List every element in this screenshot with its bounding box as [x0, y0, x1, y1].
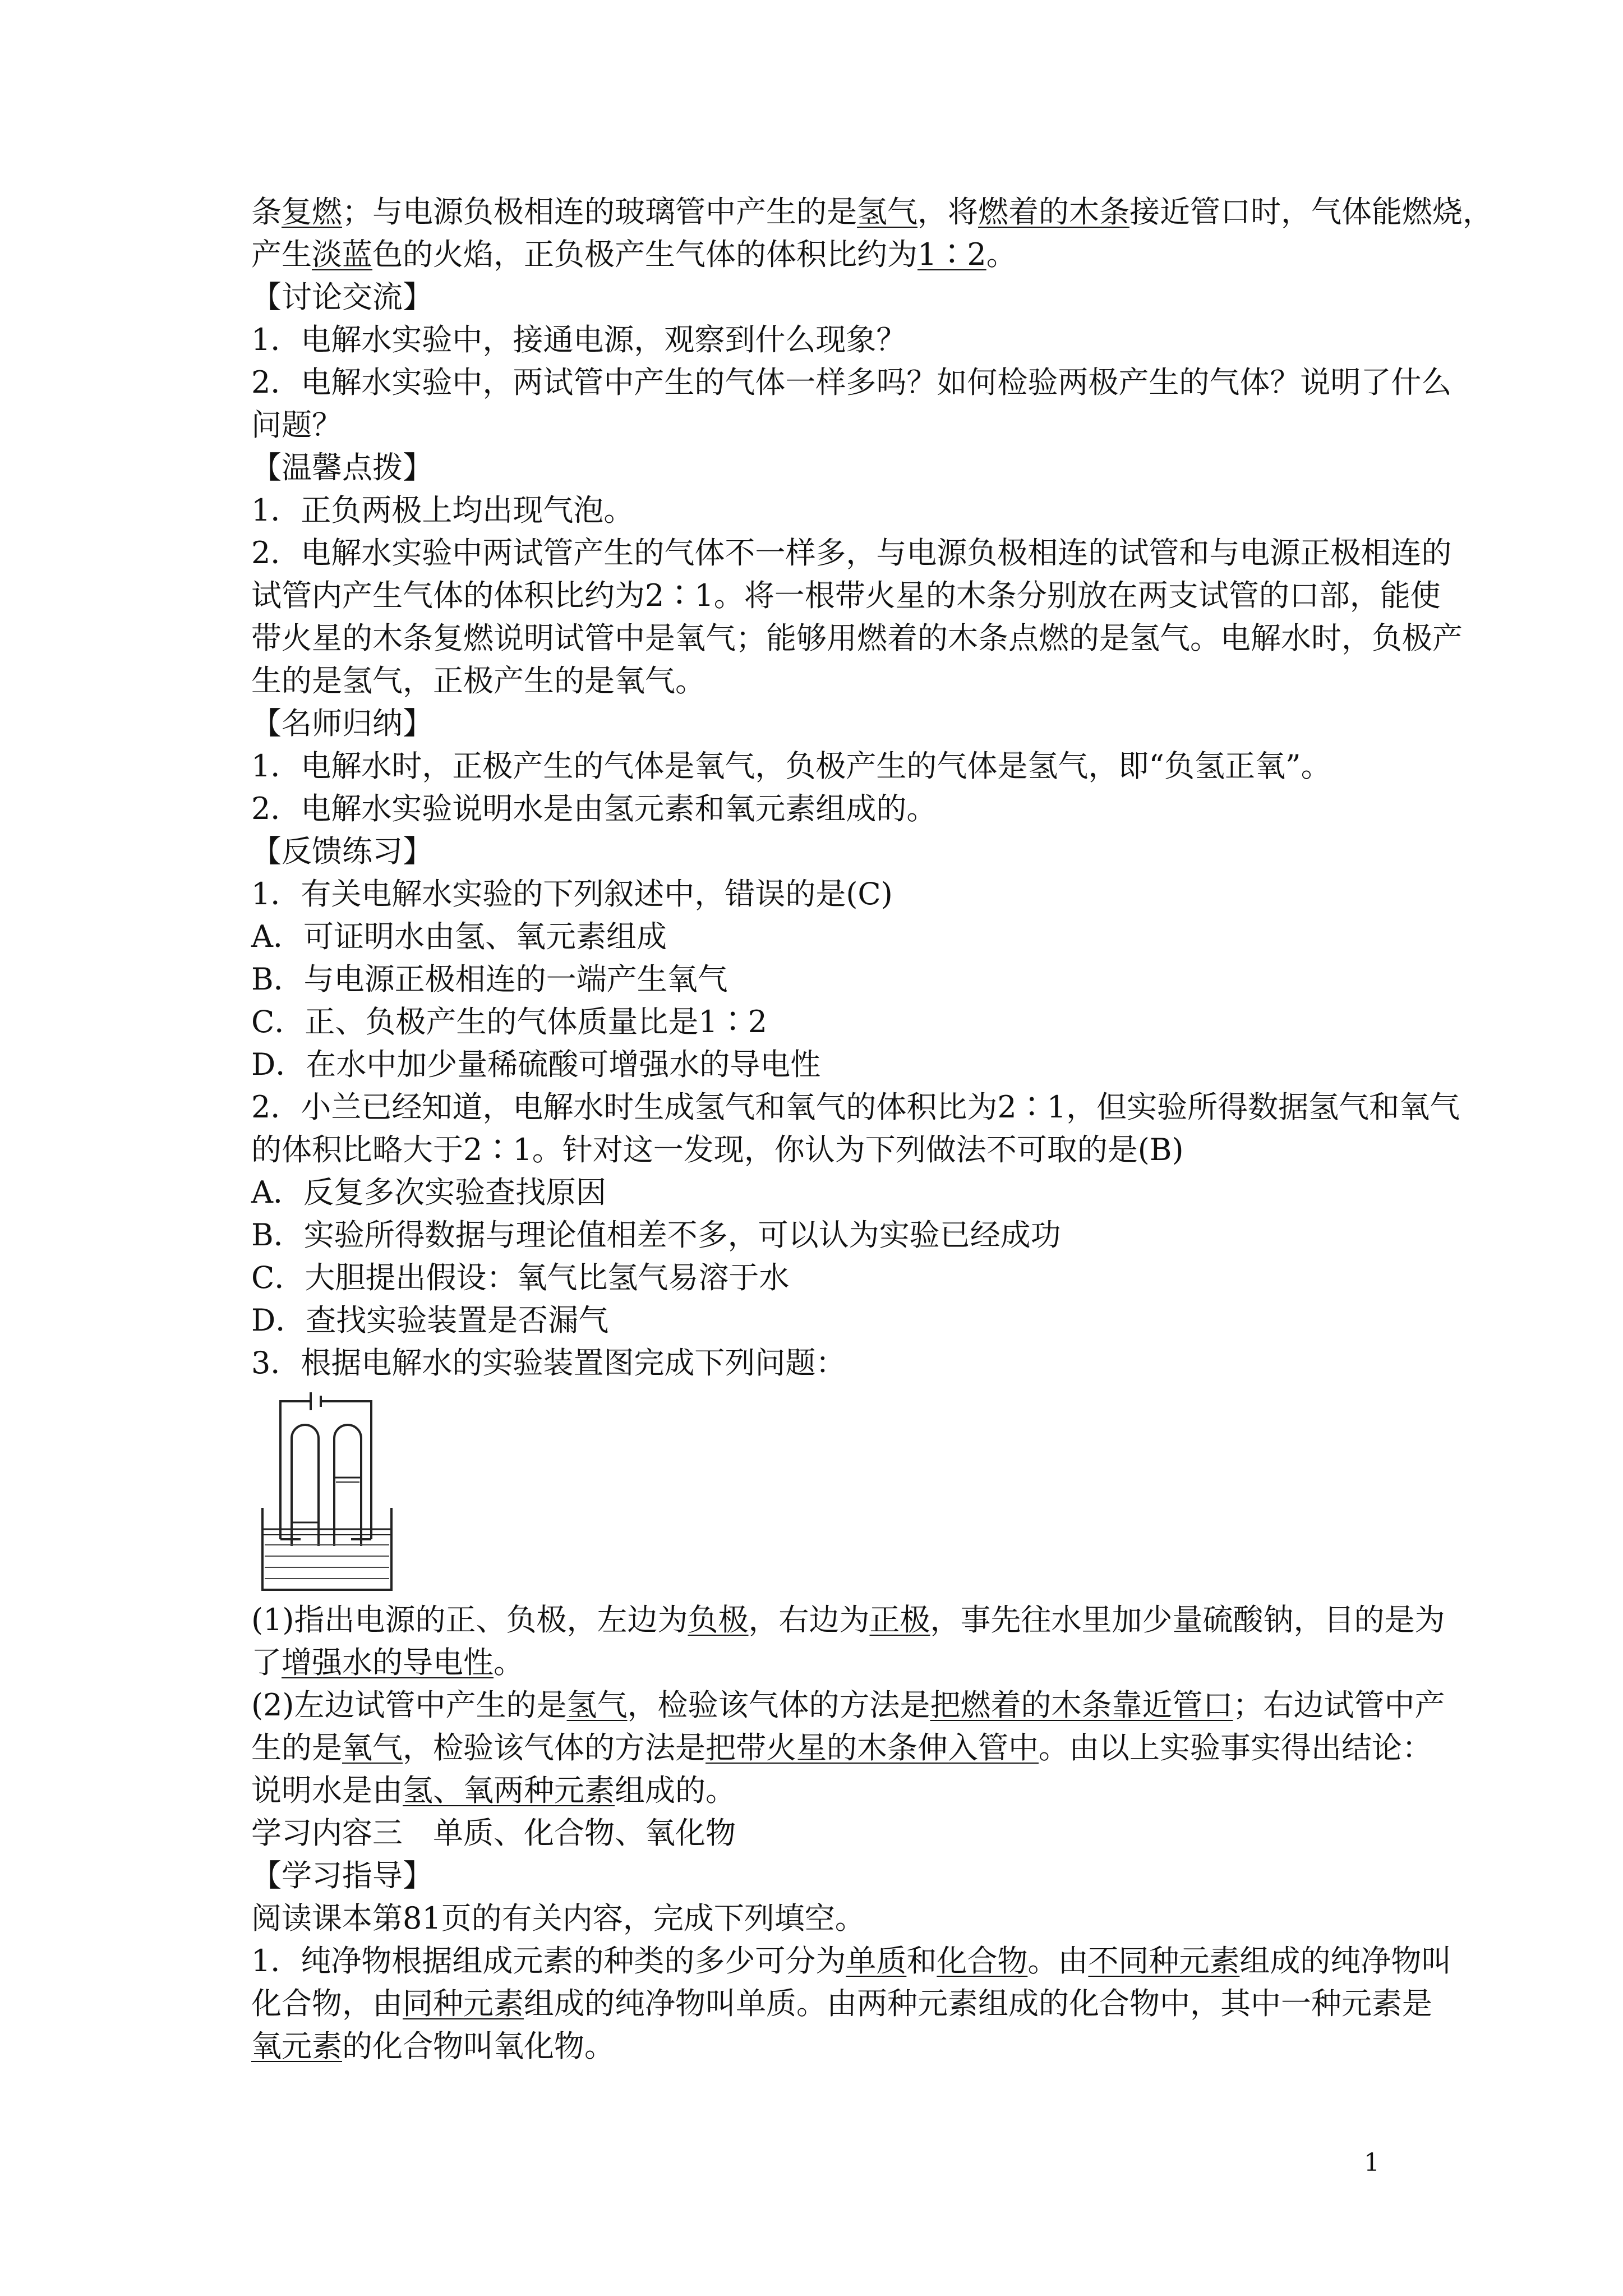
page-number: 1 — [1364, 2148, 1380, 2177]
answer-1: (1)指出电源的正、负极，左边为负极，右边为正极，事先往水里加少量硫酸钠，目的是为 — [251, 1602, 1445, 1637]
answer-2-cont: 生的是氧气，检验该气体的方法是把带火星的木条伸入管中。由以上实验事实得出结论： — [251, 1730, 1432, 1765]
question-2-option-c: C．大胆提出假设：氧气比氢气易溶于水 — [251, 1260, 790, 1295]
answer-blank: 正极 — [869, 1602, 930, 1637]
answer-blank: 燃着的木条 — [978, 194, 1129, 229]
question-2-cont: 的体积比略大于2∶1。针对这一发现，你认为下列做法不可取的是(B) — [251, 1132, 1184, 1167]
question-1: 1．有关电解水实验的下列叙述中，错误的是(C) — [251, 876, 893, 912]
answer-blank: 淡蓝 — [312, 237, 372, 272]
summary-2: 2．电解水实验说明水是由氢元素和氧元素组成的。 — [251, 791, 937, 826]
answer-blank: 复燃 — [282, 194, 342, 229]
question-2: 2．小兰已经知道，电解水时生成氢气和氧气的体积比为2∶1，但实验所得数据氢气和氧气 — [251, 1089, 1460, 1125]
section-heading-practice: 【反馈练习】 — [251, 834, 433, 869]
left-wire — [280, 1401, 311, 1539]
question-3: 3．根据电解水的实验装置图完成下列问题： — [251, 1345, 846, 1381]
answer-blank: 1∶2 — [917, 237, 986, 272]
answer-blank: 化合物 — [937, 1943, 1028, 1978]
answer-blank: 氢气 — [857, 194, 917, 229]
answer-1-cont: 了增强水的导电性。 — [251, 1645, 524, 1680]
answer-2-cont: 说明水是由氢、氧两种元素组成的。 — [251, 1773, 736, 1808]
section-3-title: 学习内容三 单质、化合物、氧化物 — [251, 1815, 736, 1851]
answer-blank: 氧气 — [342, 1730, 403, 1765]
tip-2-cont: 生的是氢气，正极产生的是氧气。 — [251, 663, 706, 698]
answer-blank: 氢、氧两种元素 — [403, 1773, 615, 1808]
answer-blank: 同种元素 — [403, 1986, 524, 2021]
tip-2-cont: 带火星的木条复燃说明试管中是氧气；能够用燃着的木条点燃的是氢气。电解水时，负极产 — [251, 620, 1463, 656]
text-line: 产生淡蓝色的火焰，正负极产生气体的体积比约为1∶2。 — [251, 237, 1017, 272]
section-heading-tips: 【温馨点拨】 — [251, 450, 433, 485]
electrolysis-apparatus-figure — [251, 1388, 1391, 1596]
electrolysis-apparatus-diagram — [251, 1388, 403, 1596]
answer-blank: 单质 — [846, 1943, 907, 1978]
tip-2-cont: 试管内产生气体的体积比约为2∶1。将一根带火星的木条分别放在两支试管的口部，能使 — [251, 578, 1441, 613]
answer-blank: 把燃着的木条靠近管口 — [930, 1687, 1233, 1723]
question-1-option-b: B．与电源正极相连的一端产生氧气 — [251, 961, 728, 997]
guide-1: 1．纯净物根据组成元素的种类的多少可分为单质和化合物。由不同种元素组成的纯净物叫 — [251, 1943, 1452, 1978]
question-2-option-a: A．反复多次实验查找原因 — [251, 1175, 606, 1210]
section-heading-guide: 【学习指导】 — [251, 1858, 433, 1893]
right-wire — [321, 1401, 371, 1539]
question-2-option-b: B．实验所得数据与理论值相差不多，可以认为实验已经成功 — [251, 1217, 1061, 1253]
question-1-option-c: C．正、负极产生的气体质量比是1∶2 — [251, 1004, 768, 1039]
question-2-option-d: D．查找实验装置是否漏气 — [251, 1303, 609, 1338]
left-test-tube — [292, 1425, 319, 1546]
answer-blank: 不同种元素 — [1088, 1943, 1240, 1978]
right-test-tube — [334, 1425, 361, 1546]
answer-blank: 把带火星的木条伸入管中 — [706, 1730, 1039, 1765]
answer-2: (2)左边试管中产生的是氢气，检验该气体的方法是把燃着的木条靠近管口；右边试管中产 — [251, 1687, 1445, 1723]
text-line: 条复燃；与电源负极相连的玻璃管中产生的是氢气，将燃着的木条接近管口时，气体能燃烧， — [251, 194, 1493, 229]
guide-1-cont: 氧元素的化合物叫氧化物。 — [251, 2028, 615, 2064]
answer-blank: 氢气 — [566, 1687, 628, 1723]
answer-blank: 氧元素 — [251, 2028, 342, 2064]
discuss-question-2-cont: 问题？ — [251, 407, 342, 443]
tip-2: 2．电解水实验中两试管产生的气体不一样多，与电源负极相连的试管和与电源正极相连的 — [251, 535, 1452, 570]
answer-blank: 负极 — [688, 1602, 749, 1637]
question-1-option-a: A．可证明水由氢、氧元素组成 — [251, 919, 667, 954]
summary-1: 1．电解水时，正极产生的气体是氧气，负极产生的气体是氢气，即“负氢正氧”。 — [251, 748, 1331, 784]
discuss-question-2: 2．电解水实验中，两试管中产生的气体一样多吗？如何检验两极产生的气体？说明了什么 — [251, 365, 1452, 400]
answer-blank: 增强水的导电性 — [282, 1645, 494, 1680]
question-1-option-d: D．在水中加少量稀硫酸可增强水的导电性 — [251, 1047, 821, 1082]
guide-reading: 阅读课本第81页的有关内容，完成下列填空。 — [251, 1901, 865, 1936]
section-heading-discuss: 【讨论交流】 — [251, 279, 433, 315]
section-heading-summary: 【名师归纳】 — [251, 706, 433, 741]
guide-1-cont: 化合物，由同种元素组成的纯净物叫单质。由两种元素组成的化合物中，其中一种元素是 — [251, 1986, 1432, 2021]
discuss-question-1: 1．电解水实验中，接通电源，观察到什么现象？ — [251, 322, 907, 357]
tip-1: 1．正负两极上均出现气泡。 — [251, 493, 634, 528]
page-content — [251, 191, 1493, 2068]
